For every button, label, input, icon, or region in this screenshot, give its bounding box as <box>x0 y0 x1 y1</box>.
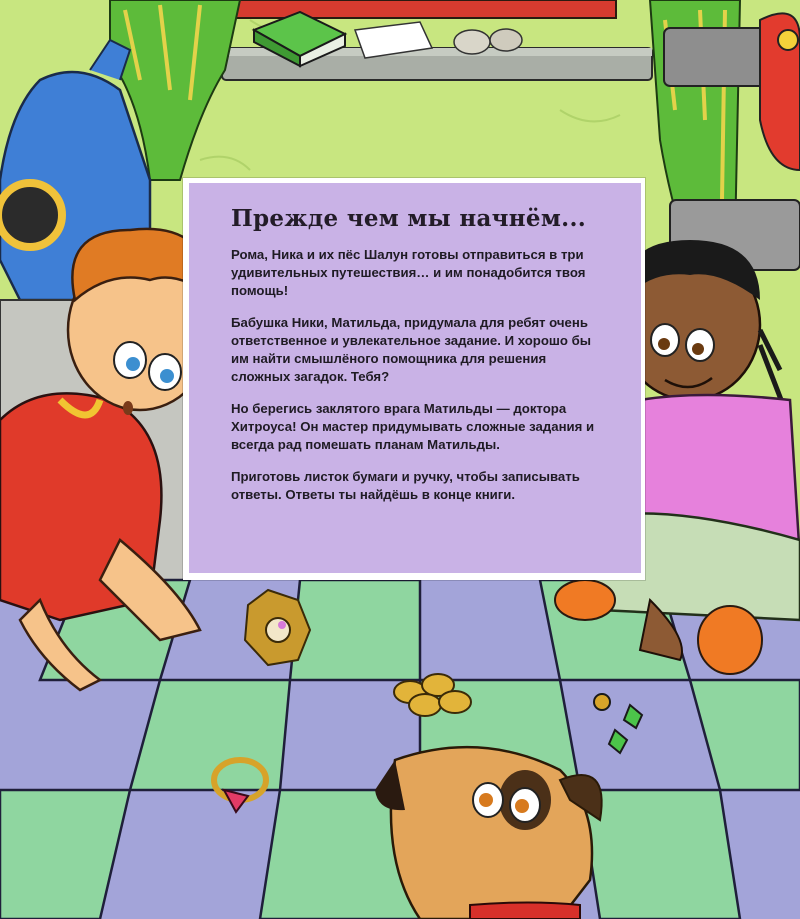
page-title: Прежде чем мы начнём... <box>231 205 587 232</box>
intro-paragraph-4: Приготовь листок бумаги и ручку, чтобы записывать ответы. Ответы ты найдёшь в конце книги. <box>231 469 580 502</box>
intro-paragraph-1: Рома, Ника и их пёс Шалун готовы отправиться в три удивительных путешествия… и им понадобится твоя помощь! <box>231 247 586 298</box>
intro-paragraph-3: Но берегись заклятого врага Матильды — доктора Хитроуса! Он мастер придумывать сложные задания и всегда рад помешать планам Матильды. <box>231 401 595 452</box>
intro-paragraph-2: Бабушка Ники, Матильда, придумала для ребят очень ответственное и увлекательное задание. И хорошо бы им найти смышлёного помощника для решения сложных загадок. Тебя? <box>231 315 592 384</box>
intro-text-panel <box>183 178 645 580</box>
